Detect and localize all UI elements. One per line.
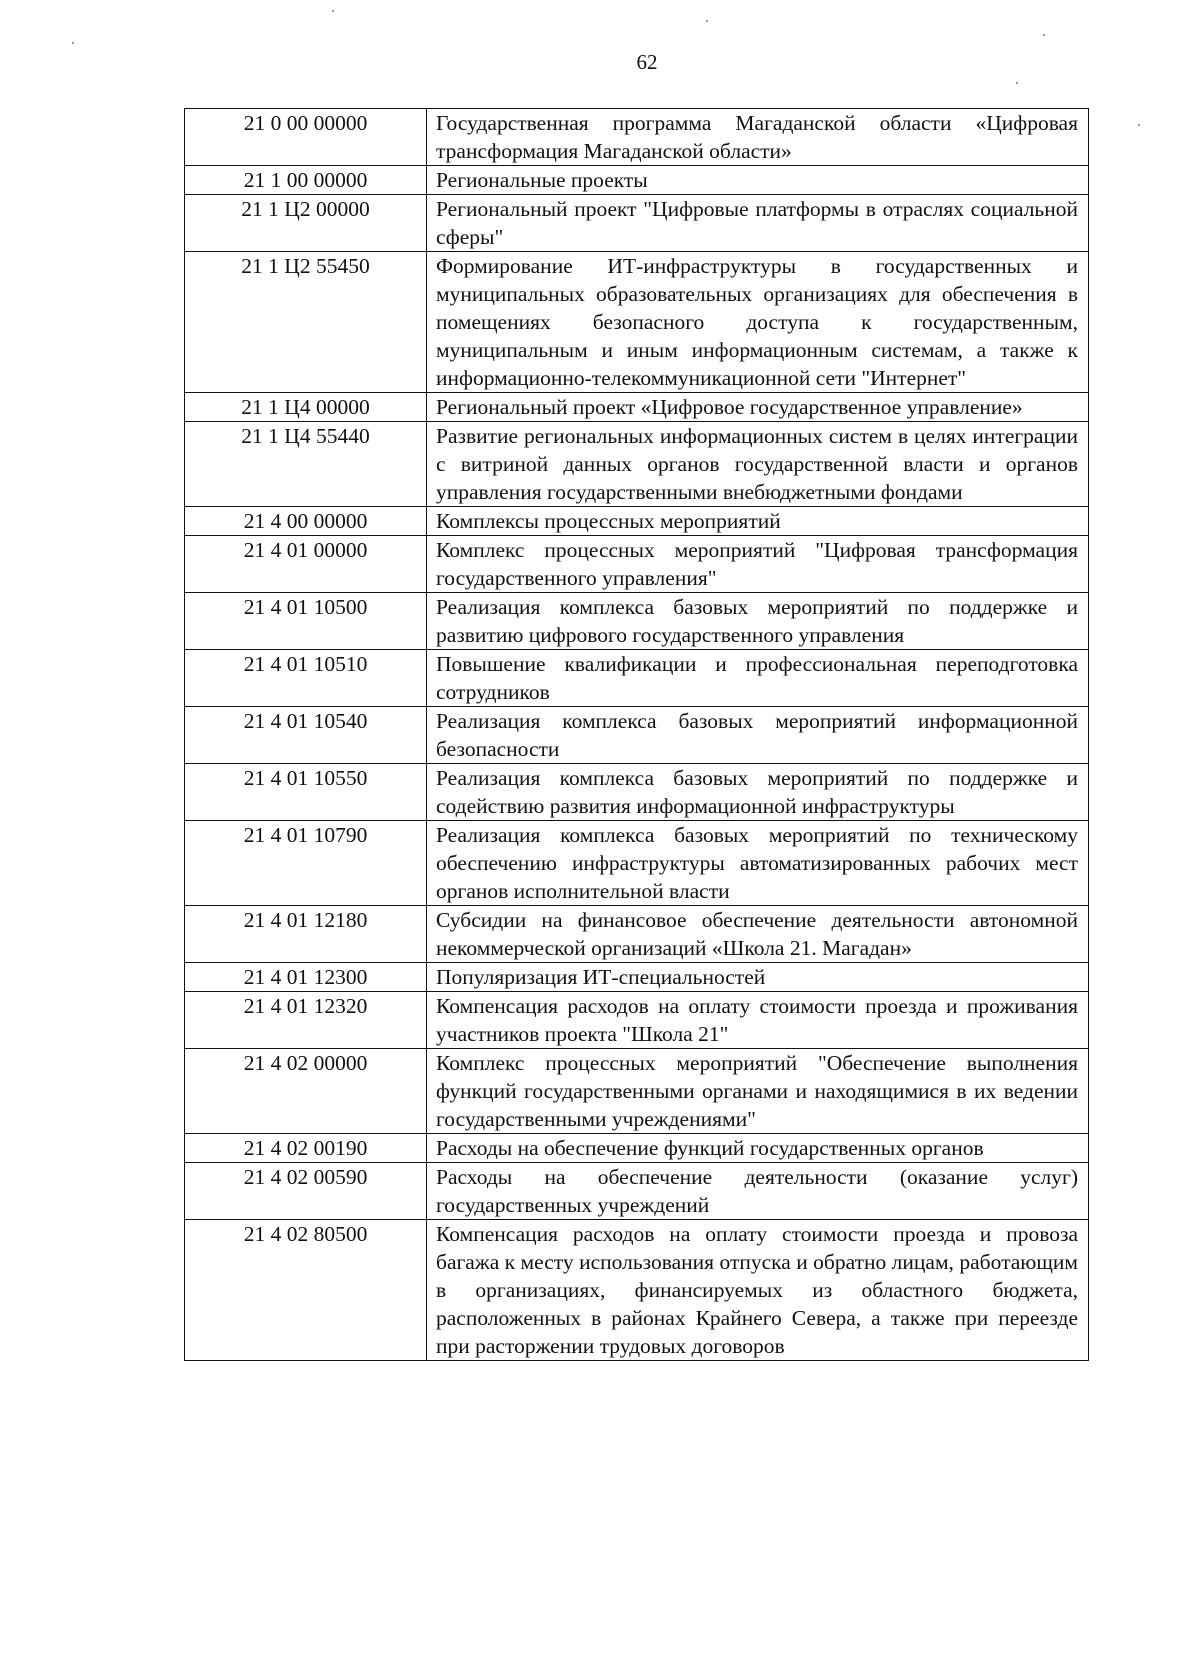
classification-code: 21 4 02 80500 <box>185 1220 427 1361</box>
scan-speck <box>1016 82 1018 84</box>
table-row <box>185 963 1089 992</box>
table-body <box>185 109 1089 1361</box>
classification-code: 21 4 01 10550 <box>185 764 427 821</box>
item-name: Повышение квалификации и профессиональная переподготовка сотрудников <box>427 650 1089 707</box>
item-name: Реализация комплекса базовых мероприятий по техническому обеспечению инфраструктуры автоматизированных рабочих мест органов исполнительной власти <box>427 821 1089 906</box>
classification-code: 21 4 01 12180 <box>185 906 427 963</box>
classification-code: 21 4 01 12320 <box>185 992 427 1049</box>
classification-code: 21 4 01 12300 <box>185 963 427 992</box>
table-row <box>185 650 1089 707</box>
table-row <box>185 1049 1089 1134</box>
table-row <box>185 195 1089 252</box>
item-name: Развитие региональных информационных систем в целях интеграции с витриной данных органов государственной власти и органов управления государственными внебюджетными фондами <box>427 422 1089 507</box>
classification-code: 21 1 Ц2 55450 <box>185 252 427 393</box>
item-name: Региональный проект «Цифровое государственное управление» <box>427 393 1089 422</box>
scan-speck <box>72 42 74 44</box>
item-name: Региональные проекты <box>427 166 1089 195</box>
table-row <box>185 707 1089 764</box>
table-row <box>185 1134 1089 1163</box>
budget-classification-table <box>184 108 1089 1361</box>
classification-code: 21 4 01 10510 <box>185 650 427 707</box>
item-name: Государственная программа Магаданской области «Цифровая трансформация Магаданской области» <box>427 109 1089 166</box>
item-name: Компенсация расходов на оплату стоимости проезда и провоза багажа к месту использования отпуска и обратно лицам, работающим в организациях, финансируемых из областного бюджета, расположенных в районах Крайнего Севера, а также при переезде при расторжении трудовых договоров <box>427 1220 1089 1361</box>
table-row <box>185 1220 1089 1361</box>
classification-code: 21 4 02 00000 <box>185 1049 427 1134</box>
item-name: Расходы на обеспечение деятельности (оказание услуг) государственных учреждений <box>427 1163 1089 1220</box>
item-name: Популяризация ИТ-специальностей <box>427 963 1089 992</box>
classification-code: 21 4 01 00000 <box>185 536 427 593</box>
item-name: Реализация комплекса базовых мероприятий информационной безопасности <box>427 707 1089 764</box>
item-name: Реализация комплекса базовых мероприятий по поддержке и содействию развития информационной инфраструктуры <box>427 764 1089 821</box>
classification-code: 21 1 Ц4 00000 <box>185 393 427 422</box>
scan-speck <box>706 20 708 22</box>
classification-code: 21 4 01 10790 <box>185 821 427 906</box>
item-name: Формирование ИТ-инфраструктуры в государственных и муниципальных образовательных организациях для обеспечения в помещениях безопасного доступа к государственным, муниципальным и иным информационным системам, а также к информационно-телекоммуникационной сети "Интернет" <box>427 252 1089 393</box>
item-name: Комплекс процессных мероприятий "Обеспечение выполнения функций государственными органами и находящимися в их ведении государственными учреждениями" <box>427 1049 1089 1134</box>
table-row <box>185 109 1089 166</box>
classification-code: 21 4 01 10500 <box>185 593 427 650</box>
table-row <box>185 764 1089 821</box>
classification-code: 21 0 00 00000 <box>185 109 427 166</box>
classification-code: 21 4 02 00190 <box>185 1134 427 1163</box>
table-row <box>185 422 1089 507</box>
item-name: Комплексы процессных мероприятий <box>427 507 1089 536</box>
table-row <box>185 536 1089 593</box>
table-row <box>185 1163 1089 1220</box>
scan-speck <box>1138 124 1140 126</box>
table-row <box>185 252 1089 393</box>
table-row <box>185 393 1089 422</box>
scan-speck <box>1043 34 1045 36</box>
item-name: Компенсация расходов на оплату стоимости проезда и проживания участников проекта "Школа 21" <box>427 992 1089 1049</box>
table-row <box>185 507 1089 536</box>
classification-code: 21 4 00 00000 <box>185 507 427 536</box>
item-name: Реализация комплекса базовых мероприятий по поддержке и развитию цифрового государственного управления <box>427 593 1089 650</box>
table-row <box>185 166 1089 195</box>
scan-speck <box>332 10 334 12</box>
table-row <box>185 593 1089 650</box>
table-row <box>185 906 1089 963</box>
item-name: Региональный проект "Цифровые платформы в отраслях социальной сферы" <box>427 195 1089 252</box>
item-name: Комплекс процессных мероприятий "Цифровая трансформация государственного управления" <box>427 536 1089 593</box>
classification-code: 21 4 01 10540 <box>185 707 427 764</box>
classification-code: 21 1 00 00000 <box>185 166 427 195</box>
table-row <box>185 992 1089 1049</box>
classification-code: 21 1 Ц4 55440 <box>185 422 427 507</box>
item-name: Субсидии на финансовое обеспечение деятельности автономной некоммерческой организаций «Школа 21. Магадан» <box>427 906 1089 963</box>
classification-code: 21 4 02 00590 <box>185 1163 427 1220</box>
page-number: 62 <box>636 50 658 74</box>
table-row <box>185 821 1089 906</box>
classification-code: 21 1 Ц2 00000 <box>185 195 427 252</box>
item-name: Расходы на обеспечение функций государственных органов <box>427 1134 1089 1163</box>
